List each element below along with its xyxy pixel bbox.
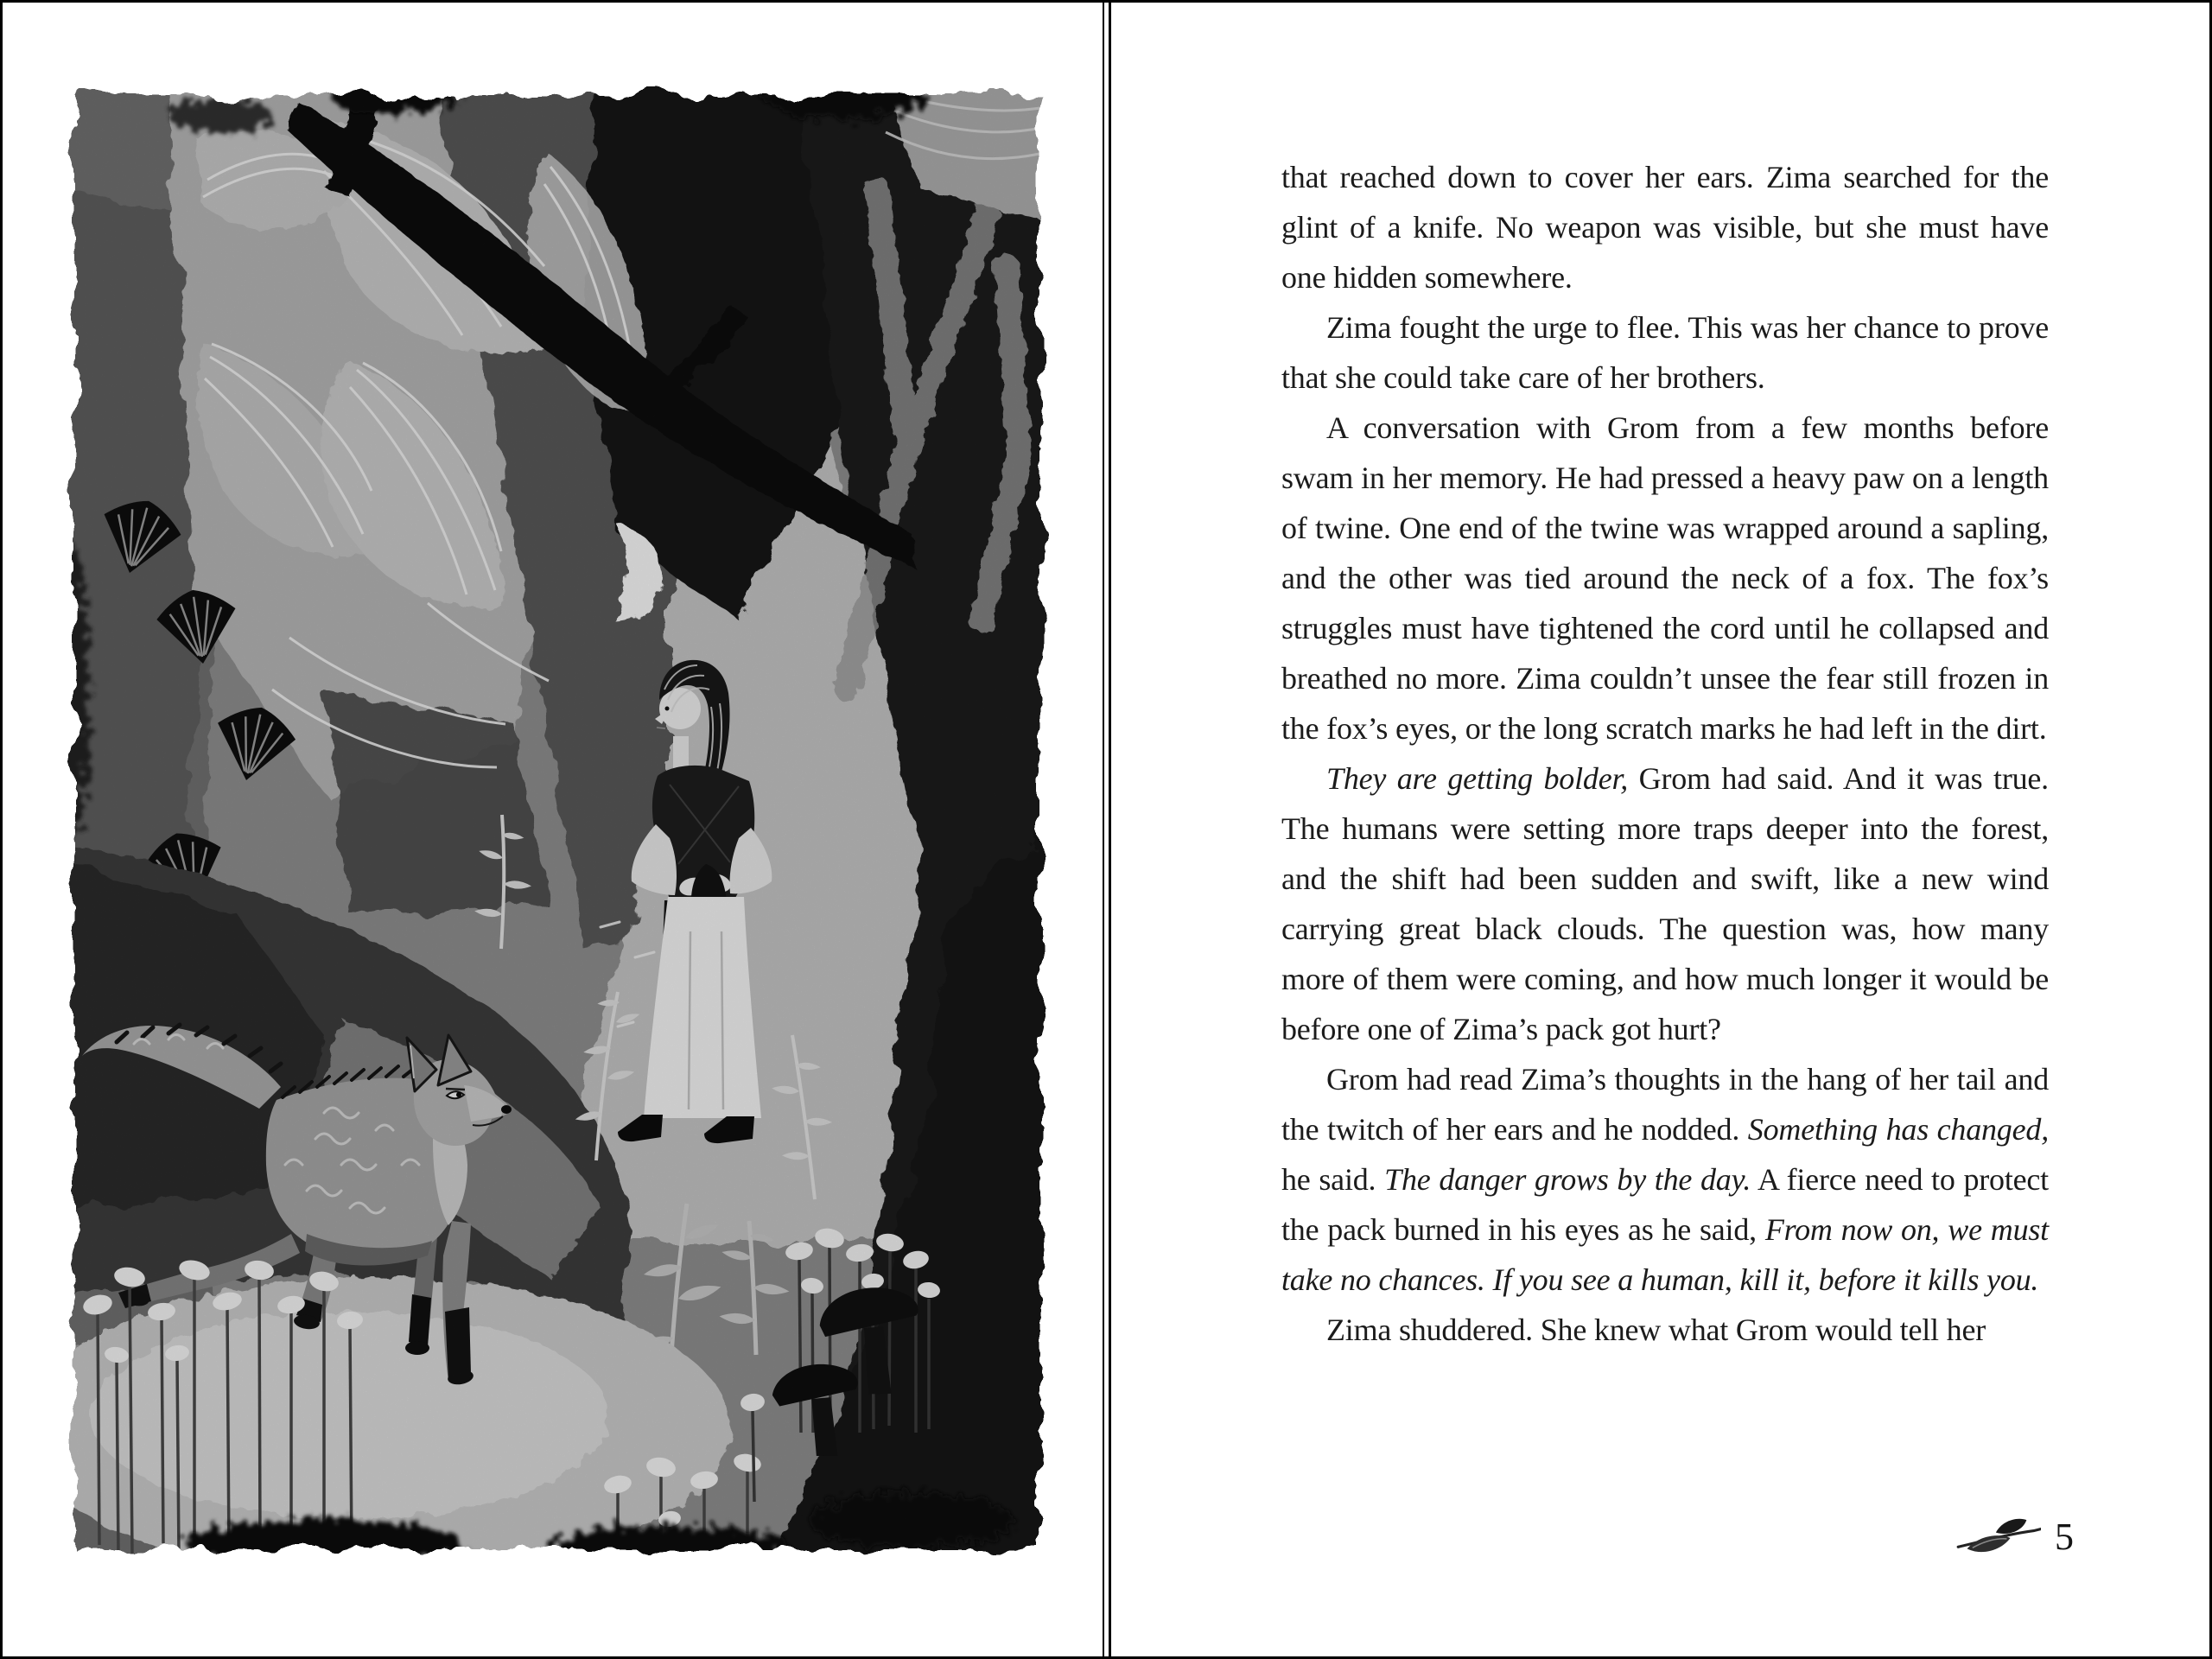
text-block — [1281, 152, 2049, 1355]
page-footer — [1955, 1514, 2101, 1566]
leaf-sprig-icon — [1955, 1518, 2041, 1561]
paragraph: A conversation with Grom from a few months before swam in her memory. He had pressed a heavy paw on a length of twine. One end of the twine was wrapped around a sapling, and the other was tied around the neck of a fox. The fox’s struggles must have tightened the cord until he collapsed and breathed no more. Zima couldn’t unsee the fear still frozen in the fox’s eyes, or the long scratch marks he had left in the dirt. — [1281, 410, 2049, 746]
paragraph: They are getting bolder, Grom had said. And it was true. The humans were setting more traps deeper into the forest, and the shift had been sudden and swift, like a new wind carrying great black clouds. The question was, how many more of them were coming, and how much longer it would be before one of Zima’s pack got hurt? — [1281, 761, 2049, 1046]
forest-illustration — [65, 85, 1050, 1559]
paragraph: Zima shuddered. She knew what Grom would tell her — [1326, 1313, 1986, 1347]
page-number: 5 — [2055, 1516, 2074, 1558]
paper-grain — [65, 85, 1050, 1559]
paragraph: Zima fought the urge to flee. This was her chance to prove that she could take care of her brothers. — [1281, 310, 2049, 395]
paragraph: Grom had read Zima’s thoughts in the hang of her tail and the twitch of her ears and he nodded. Something has changed, he said. The danger grows by the day. A fierce need to protect the pack burned in his eyes as he said, From now on, we must take no chances. If you see a human, kill it, before it kills you. — [1281, 1062, 2049, 1297]
paragraph: that reached down to cover her ears. Zima searched for the glint of a knife. No weapon was visible, but she must have one hidden somewhere. — [1281, 160, 2049, 295]
